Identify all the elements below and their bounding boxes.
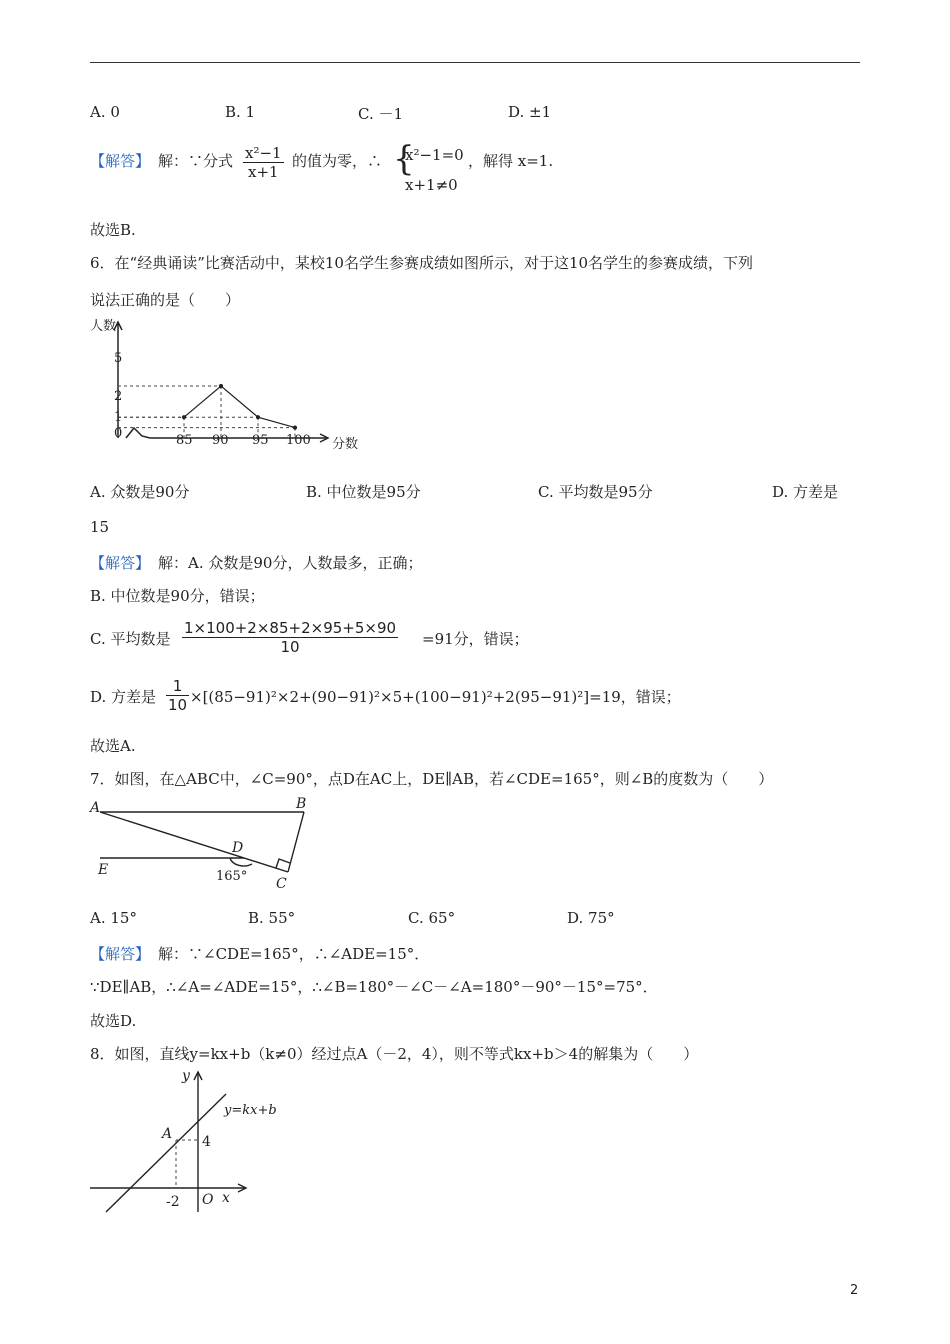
q5-sol-prefix: 解：∵分式 <box>158 152 234 170</box>
chart-point-95 <box>257 416 260 419</box>
q5-jieda-label: 【解答】 <box>90 152 151 170</box>
q7-seg-ac <box>100 812 288 872</box>
chart-xlabel: 分数 <box>332 437 359 452</box>
chart-point-100 <box>294 426 297 429</box>
q8-label-y: y <box>182 1068 190 1084</box>
q5-fraction <box>243 144 284 181</box>
q7-stem: 7．如图，在△ABC中，∠C=90°，点D在AC上，DE∥AB，若∠CDE=165°，则∠B的度数为（ ） <box>90 770 774 788</box>
q7-option-d: D. 75° <box>567 909 615 927</box>
q6-var-num: 1 <box>166 677 189 696</box>
q5-option-a: A. 0 <box>90 103 120 121</box>
q7-sol-2: ∵DE∥AB，∴∠A=∠ADE=15°，∴∠B=180°－∠C－∠A=180°－90°－15°=75°． <box>90 978 658 996</box>
q7-sol-1: 解：∵∠CDE=165°，∴∠ADE=15°． <box>158 945 430 963</box>
q8-coordinate-figure <box>86 1066 296 1216</box>
q7-triangle-figure <box>86 792 326 896</box>
q6-answer: 故选A. <box>90 737 136 755</box>
q7-jieda-label: 【解答】 <box>90 945 151 963</box>
q5-system-2: x+1≠0 <box>405 176 458 194</box>
q7-label-e: E <box>98 862 109 878</box>
q7-answer: 故选D. <box>90 1012 137 1030</box>
q5-frac-den: x+1 <box>248 163 279 181</box>
q7-label-b: B <box>296 796 307 812</box>
q5-frac-num: x²−1 <box>245 144 282 162</box>
q8-line-label: y=kx+b <box>224 1103 277 1118</box>
q5-option-d: D. ±1 <box>508 103 552 121</box>
q5-option-c: C. －1 <box>358 105 404 123</box>
q5-system-1: x²−1=0 <box>405 146 464 164</box>
q7-option-a: A. 15° <box>90 909 137 927</box>
chart-series-line <box>184 386 295 428</box>
q5-option-b: B. 1 <box>225 103 256 121</box>
q6-var-fraction <box>166 677 189 714</box>
chart-ytick-5: 5 <box>114 351 123 366</box>
q6-var-den: 10 <box>168 696 188 714</box>
q6-option-d: D. 方差是 <box>772 483 839 501</box>
chart-xtick-90: 90 <box>212 433 229 448</box>
q5-sol-end: ，解得 x=1. <box>468 152 554 170</box>
q8-label-o: O <box>202 1192 214 1208</box>
q6-mean-den: 10 <box>280 638 300 656</box>
q7-right-angle-mark <box>276 859 290 868</box>
q5-sol-mid: 的值为零，∴ <box>292 152 383 170</box>
q6-sol-c-suffix: =91分，错误； <box>422 630 529 648</box>
q7-label-d: D <box>232 840 244 856</box>
q6-line-chart <box>86 314 376 454</box>
q7-label-c: C <box>276 876 287 892</box>
chart-point-85 <box>183 416 186 419</box>
q6-jieda-label: 【解答】 <box>90 554 151 572</box>
q6-option-c: C. 平均数是95分 <box>538 483 653 501</box>
q6-mean-num: 1×100+2×85+2×95+5×90 <box>184 619 397 637</box>
q8-label-x: x <box>222 1190 230 1206</box>
q7-option-c: C. 65° <box>408 909 456 927</box>
chart-xtick-95: 95 <box>252 433 269 448</box>
q7-seg-bc <box>288 812 304 872</box>
q7-angle-label: 165° <box>216 869 248 884</box>
chart-xtick-100: 100 <box>286 433 311 448</box>
q6-option-d-cont: 15 <box>90 518 110 536</box>
chart-point-90 <box>220 385 223 388</box>
q6-mean-fraction <box>182 619 398 656</box>
chart-ylabel: 人数 <box>90 319 117 334</box>
header-rule <box>90 62 860 63</box>
q8-stem: 8．如图，直线y=kx+b（k≠0）经过点A（－2，4），则不等式kx+b＞4的解集为（ ） <box>90 1045 699 1063</box>
q6-stem-line1: 6．在“经典诵读”比赛活动中，某校10名学生参赛成绩如图所示，对于这10名学生的参赛成绩，下列 <box>90 254 754 272</box>
page-number: 2 <box>850 1283 859 1298</box>
q7-label-a: A <box>90 800 101 816</box>
q6-stem-line2: 说法正确的是（ ） <box>90 291 241 309</box>
chart-origin: 0 <box>114 426 123 441</box>
q6-option-b: B. 中位数是95分 <box>306 483 421 501</box>
q6-sol-b: B. 中位数是90分，错误； <box>90 587 265 605</box>
q8-label-four: 4 <box>202 1134 211 1150</box>
q5-answer: 故选B. <box>90 221 136 239</box>
q8-label-a: A <box>162 1126 173 1142</box>
chart-ytick-1: 1 <box>114 410 123 425</box>
q6-sol-c-prefix: C. 平均数是 <box>90 630 171 648</box>
q5-brace: { <box>393 139 415 179</box>
q6-sol-a: 解：A. 众数是90分，人数最多，正确； <box>158 554 423 572</box>
q7-option-b: B. 55° <box>248 909 296 927</box>
q6-sol-d-prefix: D. 方差是 <box>90 688 157 706</box>
chart-xtick-85: 85 <box>176 433 193 448</box>
q6-option-a: A. 众数是90分 <box>90 483 190 501</box>
q8-label-neg2: -2 <box>166 1194 180 1210</box>
q6-sol-d-expr: ×[(85−91)²×2+(90−91)²×5+(100−91)²+2(95−91)²]=19，错误； <box>190 688 681 706</box>
chart-ytick-2: 2 <box>114 389 123 404</box>
